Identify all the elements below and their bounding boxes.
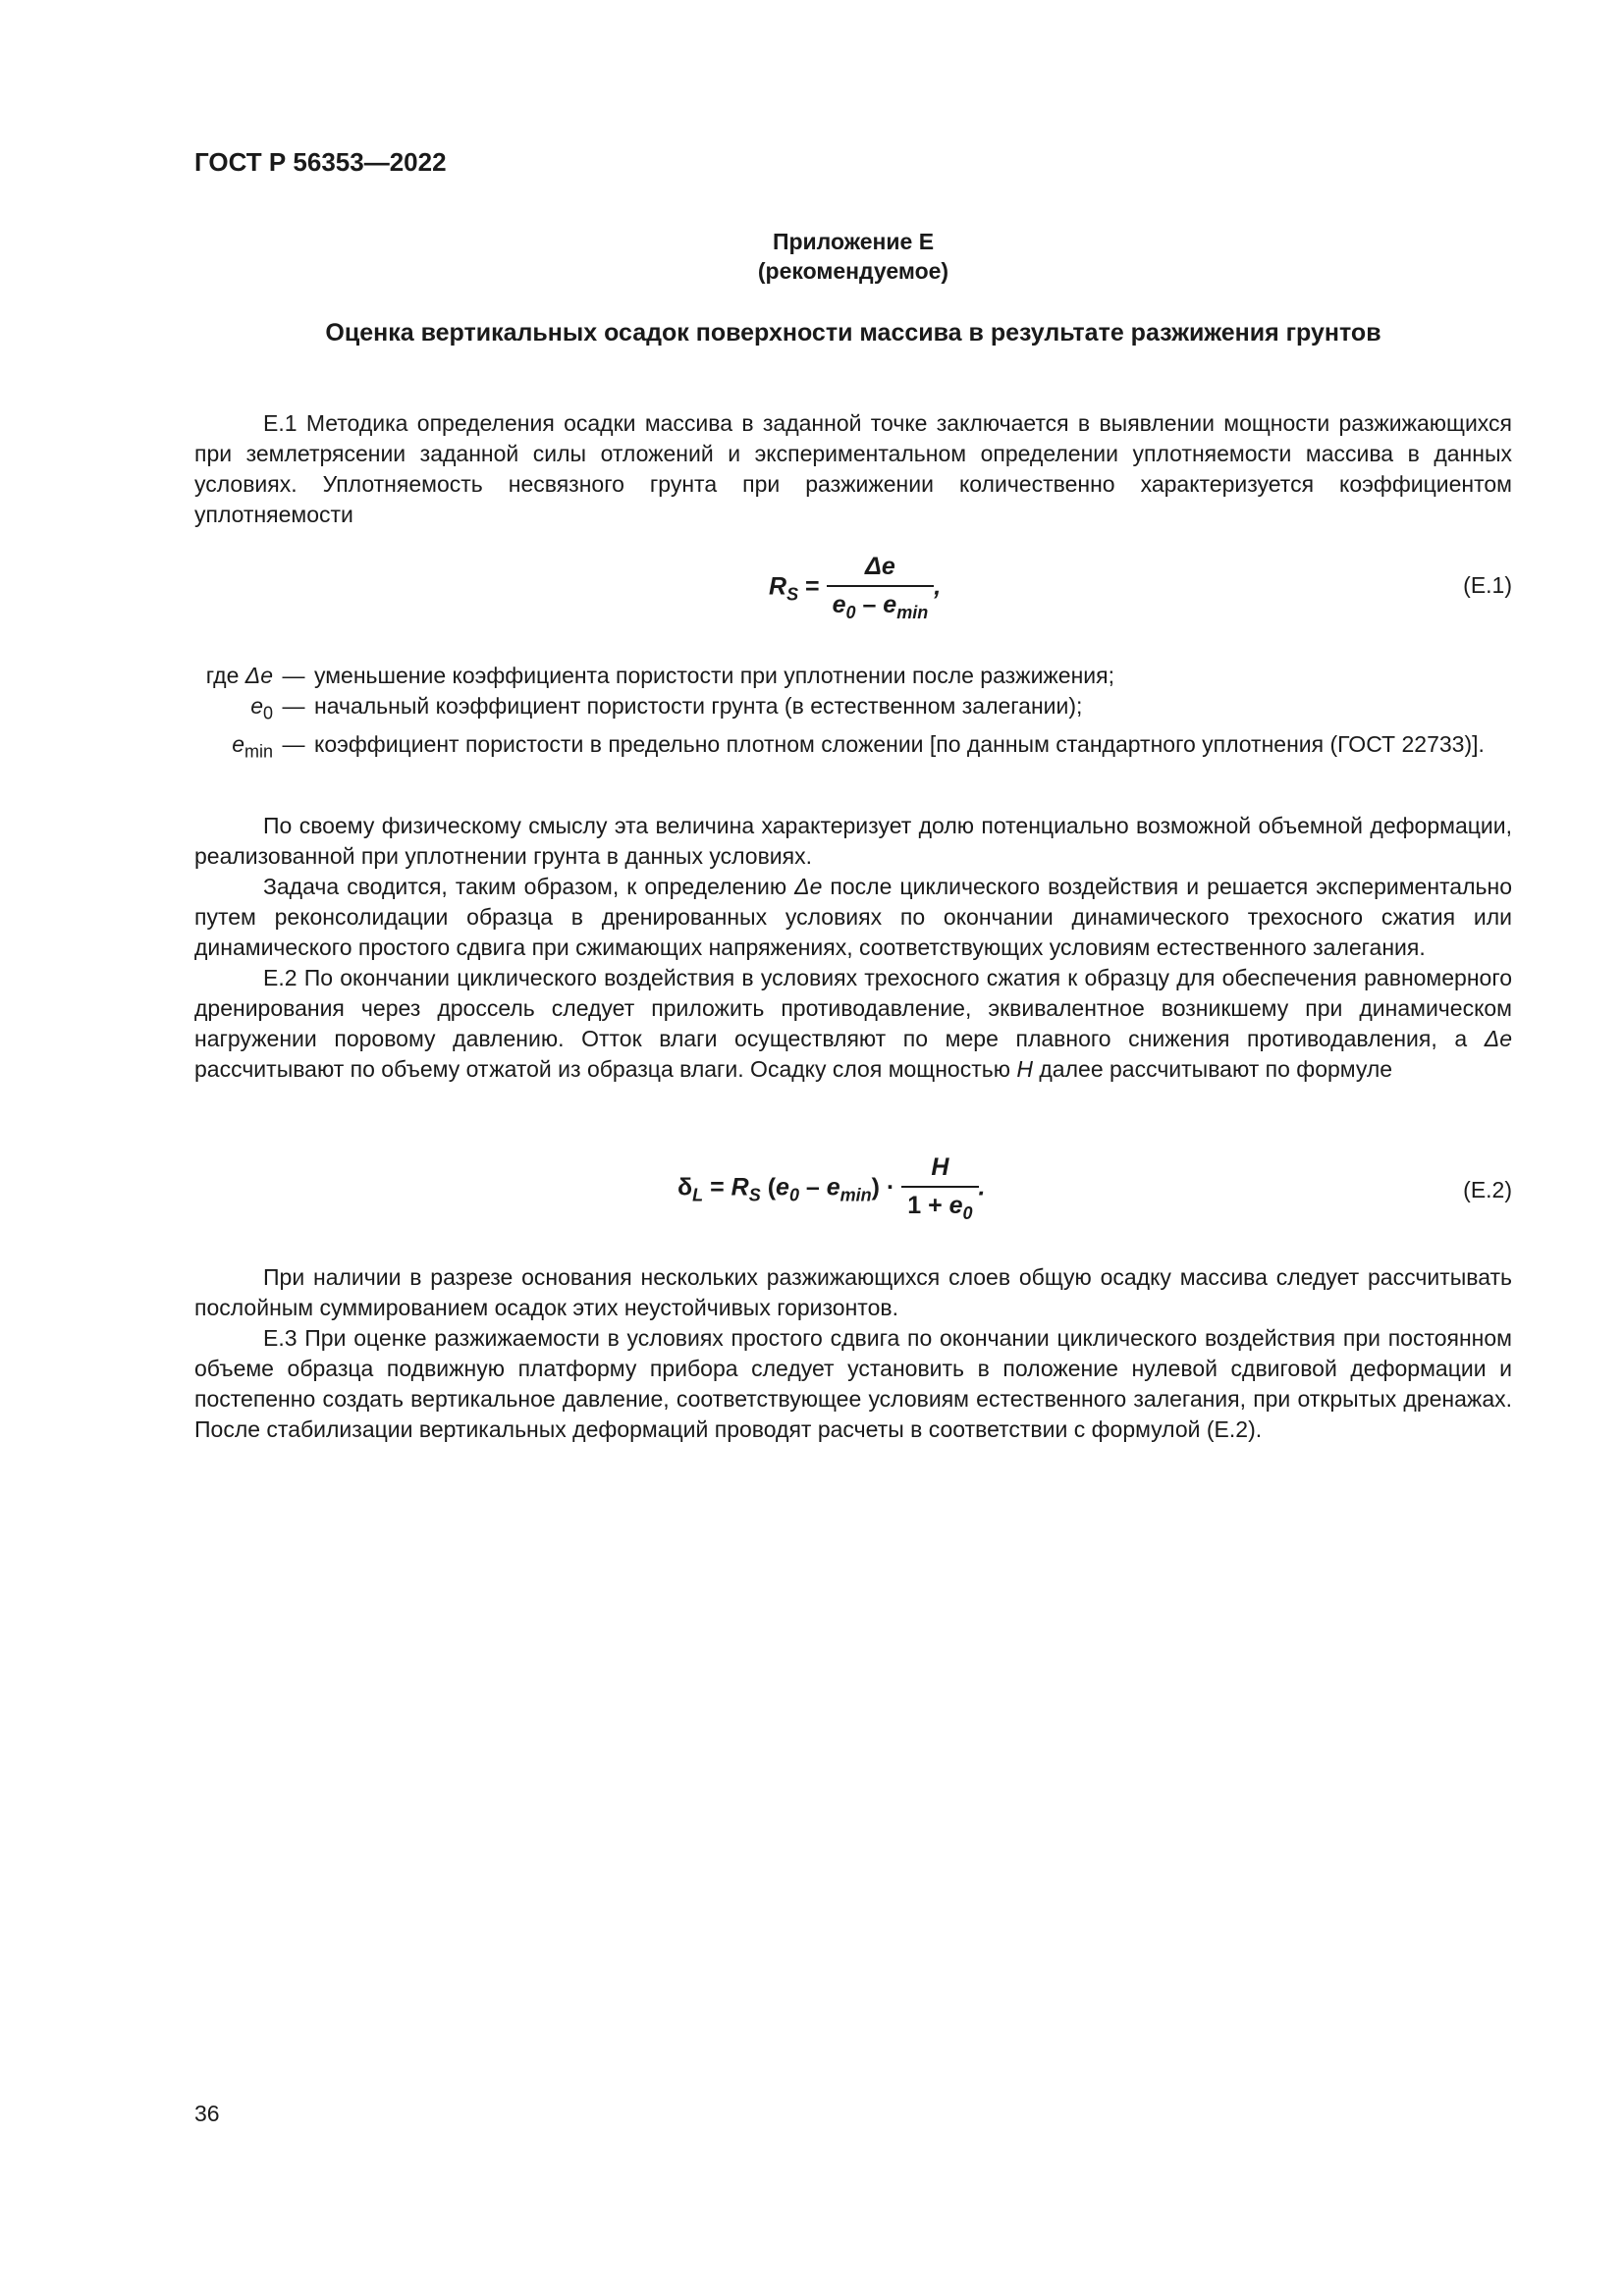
formula-e2-equals: = xyxy=(703,1173,731,1201)
definition-symbol-text: e xyxy=(232,730,244,757)
annex-status: (рекомендуемое) xyxy=(757,258,949,284)
definition-text: коэффициент пористости в предельно плотном сложении [по данным стандартного уплотнения (ГОСТ 22733)]. xyxy=(314,730,1485,757)
paragraph-e2-text-c: далее рассчитывают по формуле xyxy=(1033,1056,1393,1082)
formula-e2 xyxy=(194,1153,1512,1247)
definition-symbol xyxy=(194,729,273,768)
definition-row xyxy=(194,661,1512,691)
formula-e2-minus: – xyxy=(798,1173,827,1201)
paragraph-physical-meaning: По своему физическому смыслу эта величина характеризует долю потенциально возможной объемной деформации, реализованной при уплотнении грунта в данных условиях. xyxy=(194,813,1512,869)
paragraph-task xyxy=(194,872,1512,963)
paragraphs-block-2 xyxy=(194,811,1512,1085)
definition-text: уменьшение коэффициента пористости при уплотнении после разжижения; xyxy=(314,663,1114,688)
paragraph-e1-block xyxy=(194,408,1512,530)
formula-e1-minus: – xyxy=(855,591,884,618)
paragraph-e3: Е.3 При оценке разжижаемости в условиях простого сдвига по окончании циклического воздействия при постоянном объеме образца подвижную платформу прибора следует установить в положение нулевой сдвиговой деформации и постепенно создать вертикальное давление, соответствующее условиям естественного залегания, при открытых дренажах. После стабилизации вертикальных деформаций проводят расчеты в соответствии с формулой (Е.2). xyxy=(194,1325,1512,1442)
paragraph-e2 xyxy=(194,963,1512,1085)
formula-e2-open-paren: ( xyxy=(760,1173,777,1201)
where-intro: где xyxy=(205,663,240,688)
formula-e2-rs-sub: S xyxy=(748,1185,761,1205)
formula-e2-rs: R xyxy=(731,1173,749,1201)
definition-row xyxy=(194,729,1512,768)
formula-e2-lhs-sub: L xyxy=(692,1185,704,1205)
formula-e1 xyxy=(194,553,1512,641)
formula-e1-denominator xyxy=(827,585,935,623)
paragraphs-block-3 xyxy=(194,1262,1512,1445)
formula-e1-den-emin: e xyxy=(883,591,897,618)
definition-symbol-sub: min xyxy=(244,741,273,762)
formula-e2-den-e-sub: 0 xyxy=(962,1203,973,1223)
definition-symbol xyxy=(194,661,273,691)
paragraph-e2-text-a: Е.2 По окончании циклического воздействия в условиях трехосного сжатия к образцу для обеспечения равномерного дренирования через дроссель следует приложить противодавление, эквивалентное возникшему при динамическом нагружении поровому давлению. Отток влаги осуществляют по мере плавного снижения противодавления, а xyxy=(194,965,1512,1051)
formula-e1-lhs: R xyxy=(769,572,787,601)
standard-designation: ГОСТ Р 56353—2022 xyxy=(194,147,447,177)
paragraph-e2-text-b: рассчитывают по объему отжатой из образца влаги. Осадку слоя мощностью xyxy=(194,1056,1017,1082)
formula-e2-denominator xyxy=(901,1186,978,1224)
paragraph-e2-symbol-h: H xyxy=(1016,1056,1033,1082)
paragraph-e2-symbol: Δe xyxy=(1484,1026,1512,1051)
formula-e2-den-one: 1 + xyxy=(907,1192,949,1219)
definition-dash: — xyxy=(282,663,305,688)
formula-e1-equals: = xyxy=(798,572,827,601)
formula-e2-emin: e xyxy=(826,1173,840,1201)
page-number: 36 xyxy=(194,2101,220,2126)
paragraph-summation: При наличии в разрезе основания нескольких разжижающихся слоев общую осадку массива следует рассчитывать послойным суммированием осадок этих неустойчивых горизонтов. xyxy=(194,1264,1512,1320)
formula-e2-e0-sub: 0 xyxy=(788,1185,799,1205)
definition-row xyxy=(194,691,1512,729)
formula-e2-close-paren: ) · xyxy=(871,1173,902,1201)
formula-e2-den-e: e xyxy=(948,1192,963,1219)
formula-e2-expression xyxy=(677,1153,986,1224)
formula-e2-emin-sub: min xyxy=(839,1185,872,1205)
formula-e2-fraction xyxy=(901,1153,978,1224)
formula-e1-numerator: Δe xyxy=(865,553,895,580)
formula-e1-den-e0-sub: 0 xyxy=(845,603,856,622)
formula-e2-lhs: δ xyxy=(677,1173,693,1201)
formula-e1-lhs-sub: S xyxy=(786,584,799,605)
formula-e1-expression xyxy=(769,553,941,623)
definition-symbol-text: Δe xyxy=(244,663,273,688)
formula-e2-number: (Е.2) xyxy=(1463,1177,1512,1202)
formula-e1-den-emin-sub: min xyxy=(896,603,929,622)
formula-e2-trail: . xyxy=(978,1173,986,1201)
definition-dash: — xyxy=(282,693,305,719)
formula-e2-e0: e xyxy=(776,1173,789,1201)
definition-symbol-sub: 0 xyxy=(262,703,273,723)
formula-e1-trail: , xyxy=(934,572,942,601)
formula-e1-number: (Е.1) xyxy=(1463,572,1512,598)
formula-e1-den-e0: e xyxy=(832,591,846,618)
definition-text: начальный коэффициент пористости грунта (в естественном залегании); xyxy=(314,693,1083,719)
paragraph-e1: Е.1 Методика определения осадки массива в заданной точке заключается в выявлении мощности разжижающихся при землетрясении заданной силы отложений и экспериментальном определении уплотняемости массива в данных условиях. Уплотняемость несвязного грунта при разжижении количественно характеризуется коэффициентом уплотняемости xyxy=(194,410,1512,527)
definition-dash: — xyxy=(282,730,305,757)
paragraph-task-symbol: Δe xyxy=(794,874,823,899)
annex-title: Оценка вертикальных осадок поверхности массива в результате разжижения грунтов xyxy=(325,319,1381,347)
paragraph-task-text-b: после циклического воздействия и решается экспериментально путем реконсолидации образца в дренированных условиях по окончании динамического трехосного сжатия или динамического простого сдвига при сжимающих напряжениях, соответствующих условиям естественного залегания. xyxy=(194,874,1512,960)
paragraph-task-text-a: Задача сводится, таким образом, к определению xyxy=(263,874,795,899)
definition-symbol-text: e xyxy=(250,693,263,719)
definition-symbol xyxy=(194,691,273,729)
symbol-definitions xyxy=(194,661,1512,767)
annex-label: Приложение Е xyxy=(772,229,935,254)
formula-e2-numerator: H xyxy=(931,1153,949,1181)
formula-e1-fraction xyxy=(827,553,935,623)
